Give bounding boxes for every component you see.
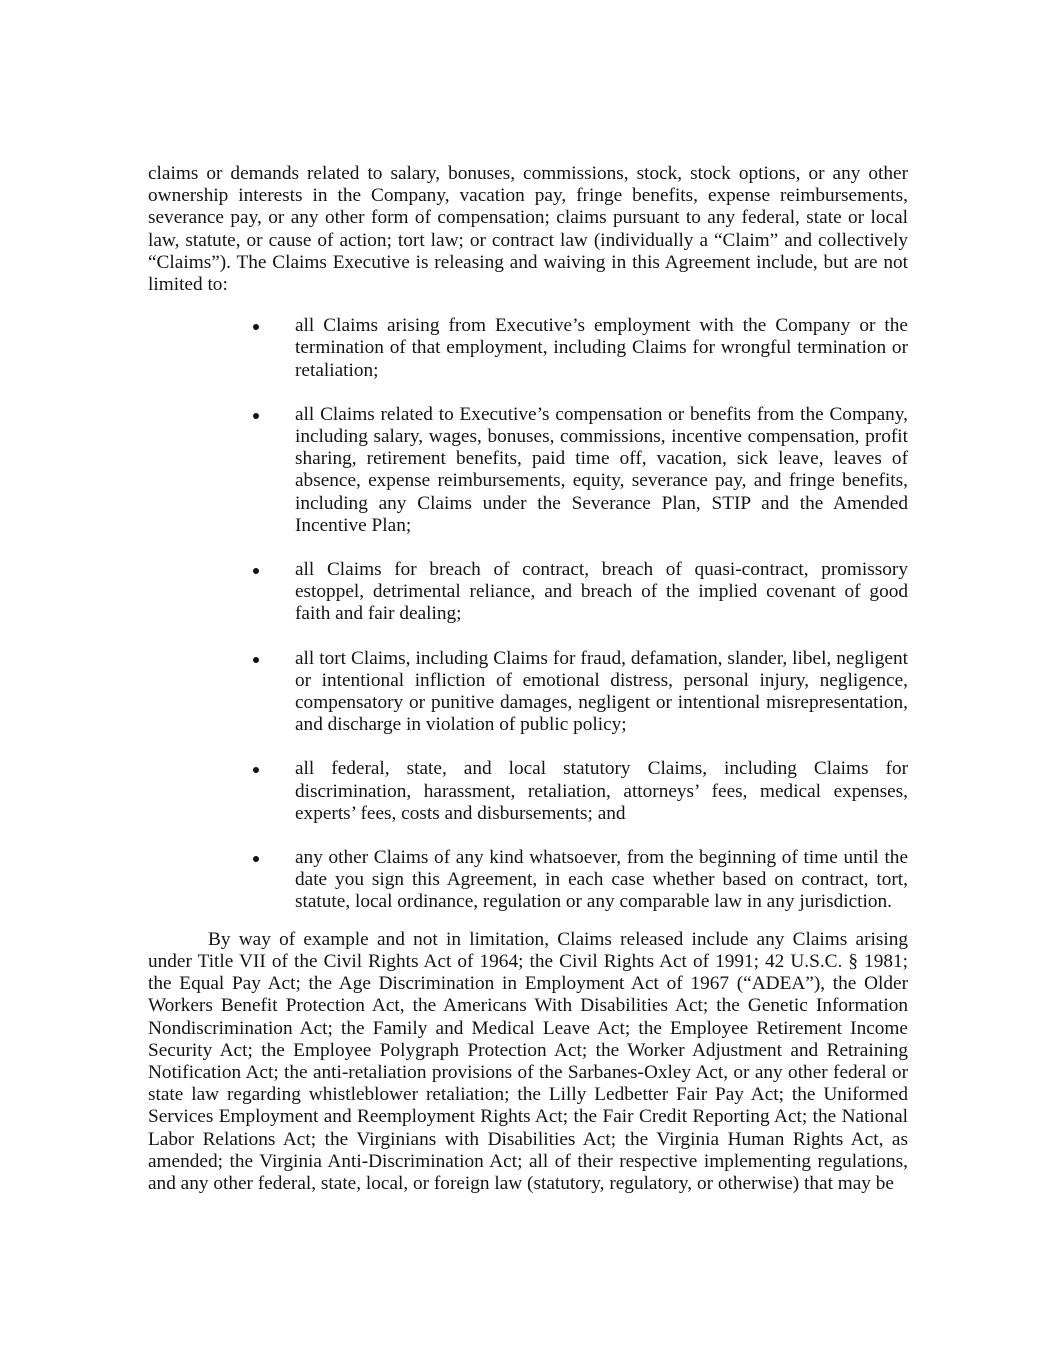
bullet-icon <box>253 767 259 773</box>
bullet-item-tort <box>148 648 908 737</box>
bullet-icon <box>253 856 259 862</box>
document-page <box>148 163 908 1195</box>
bullet-item-other <box>148 847 908 914</box>
bullet-text: all federal, state, and local statutory Claims, including Claims for discrimination, harassment, retaliation, attorneys’ fees, medical expenses, experts’ fees, costs and disbursements; and <box>295 758 908 824</box>
bullet-icon <box>253 568 259 574</box>
bullet-item-statutory <box>148 758 908 825</box>
bullet-item-compensation <box>148 404 908 537</box>
bullet-icon <box>253 413 259 419</box>
bullet-text: all Claims related to Executive’s compensation or benefits from the Company, including salary, wages, bonuses, commissions, incentive compensation, profit sharing, retirement benefits, paid time off, vacation, sick leave, leaves of absence, expense reimbursements, equity, severance pay, and fringe benefits, including any Claims under the Severance Plan, STIP and the Amended Incentive Plan; <box>295 403 908 536</box>
bullet-icon <box>253 657 259 663</box>
bullet-text: any other Claims of any kind whatsoever, from the beginning of time until the date you sign this Agreement, in each case whether based on contract, tort, statute, local ordinance, regulation or any comparable law in any jurisdiction. <box>295 847 908 913</box>
bullet-item-employment <box>148 315 908 382</box>
closing-paragraph: By way of example and not in limitation, Claims released include any Claims arising under Title VII of the Civil Rights Act of 1964; the Civil Rights Act of 1991; 42 U.S.C. § 1981; the Equal Pay Act; the Age Discrimination in Employment Act of 1967 (“ADEA”), the Older Workers Benefit Protection Act, the Americans With Disabilities Act; the Genetic Information Nondiscrimination Act; the Family and Medical Leave Act; the Employee Retirement Income Security Act; the Employee Polygraph Protection Act; the Worker Adjustment and Retraining Notification Act; the anti-retaliation provisions of the Sarbanes-Oxley Act, or any other federal or state law regarding whistleblower retaliation; the Lilly Ledbetter Fair Pay Act; the Uniformed Services Employment and Reemployment Rights Act; the Fair Credit Reporting Act; the National Labor Relations Act; the Virginians with Disabilities Act; the Virginia Human Rights Act, as amended; the Virginia Anti-Discrimination Act; all of their respective implementing regulations, and any other federal, state, local, or foreign law (statutory, regulatory, or otherwise) that may be <box>148 928 908 1194</box>
claims-bullet-list <box>148 315 908 913</box>
opening-paragraph: claims or demands related to salary, bonuses, commissions, stock, stock options, or any other ownership interests in the Company, vacation pay, fringe benefits, expense reimbursements, severance pay, or any other form of compensation; claims pursuant to any federal, state or local law, statute, or cause of action; tort law; or contract law (individually a “Claim” and collectively “Claims”). The Claims Executive is releasing and waiving in this Agreement include, but are not limited to: <box>148 163 908 296</box>
bullet-item-contract <box>148 559 908 626</box>
bullet-text: all tort Claims, including Claims for fraud, defamation, slander, libel, negligent or intentional infliction of emotional distress, personal injury, negligence, compensatory or punitive damages, negligent or intentional misrepresentation, and discharge in violation of public policy; <box>295 647 908 736</box>
bullet-text: all Claims for breach of contract, breach of quasi-contract, promissory estoppel, detrimental reliance, and breach of the implied covenant of good faith and fair dealing; <box>295 559 908 625</box>
bullet-icon <box>253 324 259 330</box>
bullet-text: all Claims arising from Executive’s employment with the Company or the termination of that employment, including Claims for wrongful termination or retaliation; <box>295 315 908 381</box>
